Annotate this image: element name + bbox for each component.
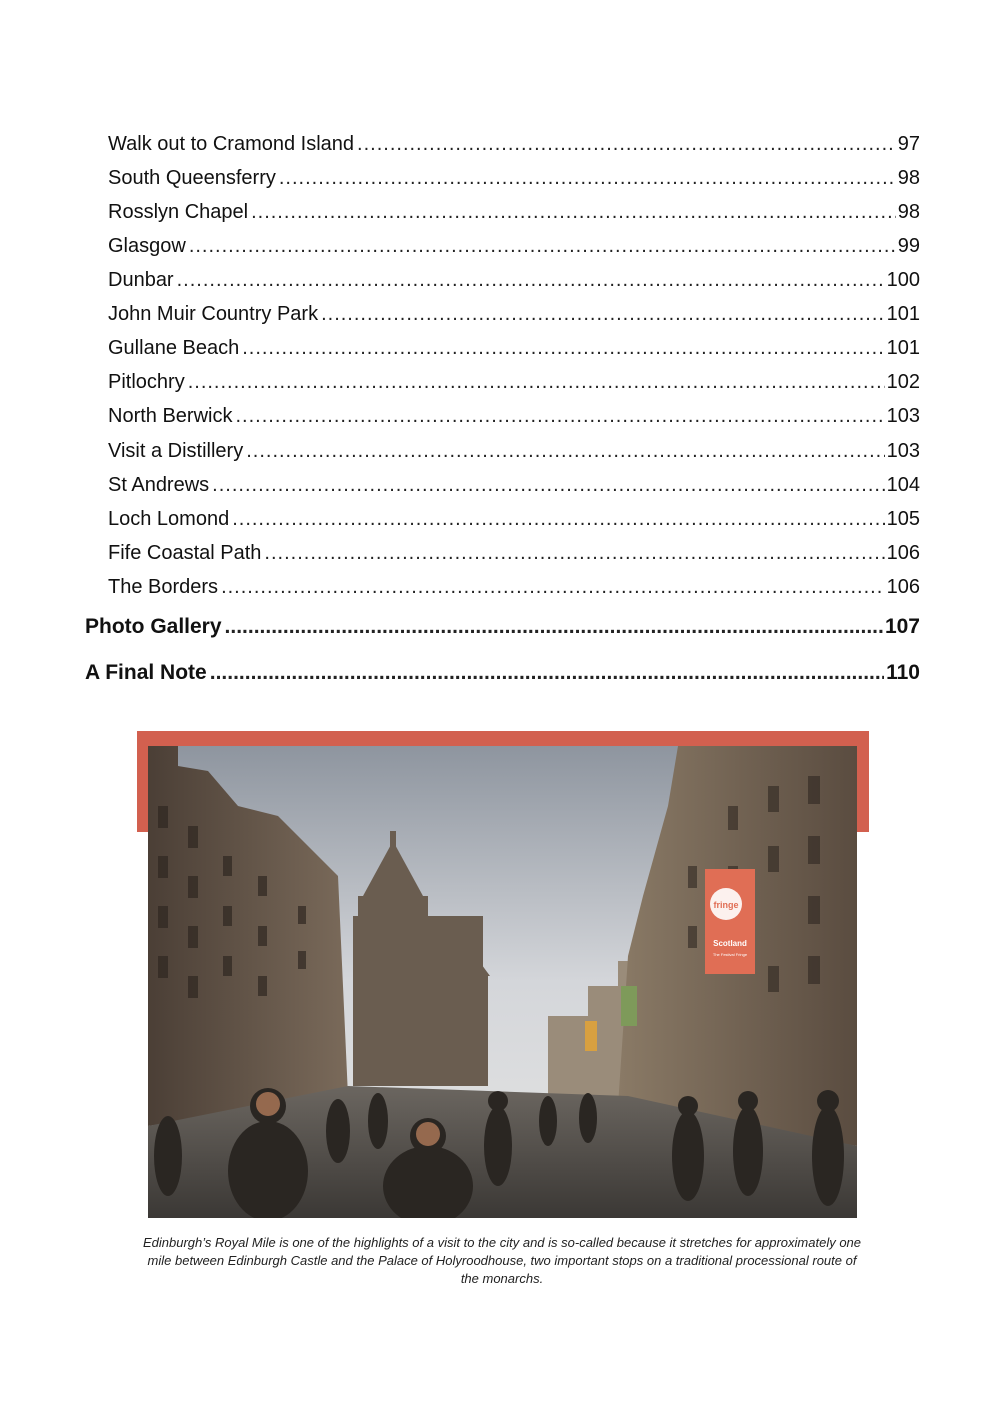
toc-section-page: 107: [884, 615, 920, 638]
toc-leader-dots: [321, 299, 885, 329]
toc-entry[interactable]: [108, 504, 920, 534]
toc-entry[interactable]: [108, 367, 920, 397]
banner-sub2-text: The Festival Fringe: [712, 952, 748, 957]
toc-entry-title: Dunbar: [108, 269, 174, 291]
toc-section-page: 110: [886, 661, 920, 684]
toc-leader-dots: [235, 401, 884, 431]
toc-entry-page: 106: [886, 576, 920, 598]
toc-entry-title: Fife Coastal Path: [108, 542, 262, 564]
toc-entry[interactable]: [108, 299, 920, 329]
toc-section-title: Photo Gallery: [85, 615, 222, 638]
banner-sub-text: Scotland: [713, 939, 747, 948]
toc-entry-title: Loch Lomond: [108, 508, 230, 530]
toc-entry-page: 106: [886, 542, 920, 564]
toc-entry-page: 99: [897, 235, 920, 257]
toc-leader-dots: [251, 197, 896, 227]
toc-entry-title: St Andrews: [108, 474, 210, 496]
toc-entry-page: 101: [886, 303, 920, 325]
toc-entry[interactable]: [108, 163, 920, 193]
toc-leader-dots: [225, 611, 883, 643]
toc-leader-dots: [242, 333, 884, 363]
toc-entry-title: Gullane Beach: [108, 337, 240, 359]
toc-entry-page: 103: [886, 440, 920, 462]
toc-entry-page: 105: [886, 508, 920, 530]
toc-leader-dots: [189, 231, 896, 261]
toc-entry-title: Visit a Distillery: [108, 440, 244, 462]
toc-entry-page: 102: [886, 371, 920, 393]
toc-entry-page: 98: [897, 167, 920, 189]
royal-mile-illustration: [148, 746, 857, 1218]
toc-leader-dots: [212, 470, 884, 500]
toc-leader-dots: [188, 367, 885, 397]
toc-section-title: A Final Note: [85, 661, 207, 684]
toc-entry[interactable]: [108, 470, 920, 500]
toc-entry[interactable]: [108, 129, 920, 159]
toc-entry-page: 104: [886, 474, 920, 496]
toc-entry-title: Glasgow: [108, 235, 186, 257]
toc-leader-dots: [232, 504, 884, 534]
toc-entry[interactable]: [108, 436, 920, 466]
fringe-banner: [705, 869, 755, 974]
toc-entry[interactable]: [108, 333, 920, 363]
toc-leader-dots: [221, 572, 885, 602]
toc-entry-title: Walk out to Cramond Island: [108, 133, 355, 155]
toc-leader-dots: [264, 538, 884, 568]
toc-entry-page: 98: [897, 201, 920, 223]
toc-section-entry[interactable]: [85, 611, 920, 643]
toc-entry[interactable]: [108, 265, 920, 295]
toc-section-entry[interactable]: [85, 657, 920, 689]
toc-entry-page: 100: [886, 269, 920, 291]
toc-leader-dots: [177, 265, 885, 295]
toc-entry-title: Rosslyn Chapel: [108, 201, 249, 223]
photo-caption: Edinburgh’s Royal Mile is one of the highlights of a visit to the city and is so-called because it stretches for approximately one mile between Edinburgh Castle and the Palace of Holyroodhouse, two important stops on a traditional processional route of the monarchs.: [142, 1235, 862, 1286]
banner-main-text: fringe: [713, 900, 739, 910]
toc-entry[interactable]: [108, 197, 920, 227]
toc-leader-dots: [279, 163, 896, 193]
photo-figure: [137, 731, 869, 1221]
toc-entry-page: 101: [886, 337, 920, 359]
toc-leader-dots: [357, 129, 896, 159]
toc-entry[interactable]: [108, 231, 920, 261]
toc-entry-title: North Berwick: [108, 405, 233, 427]
toc-entry-title: John Muir Country Park: [108, 303, 319, 325]
toc-leader-dots: [210, 657, 884, 689]
royal-mile-photo: [148, 746, 857, 1218]
toc-entry-title: South Queensferry: [108, 167, 276, 189]
toc-entry[interactable]: [108, 572, 920, 602]
toc-entry-title: Pitlochry: [108, 371, 185, 393]
toc-leader-dots: [246, 436, 884, 466]
toc-entry-title: The Borders: [108, 576, 219, 598]
toc-entry-page: 97: [897, 133, 920, 155]
toc-entry[interactable]: [108, 538, 920, 568]
toc-entry-page: 103: [886, 405, 920, 427]
toc-entry[interactable]: [108, 401, 920, 431]
